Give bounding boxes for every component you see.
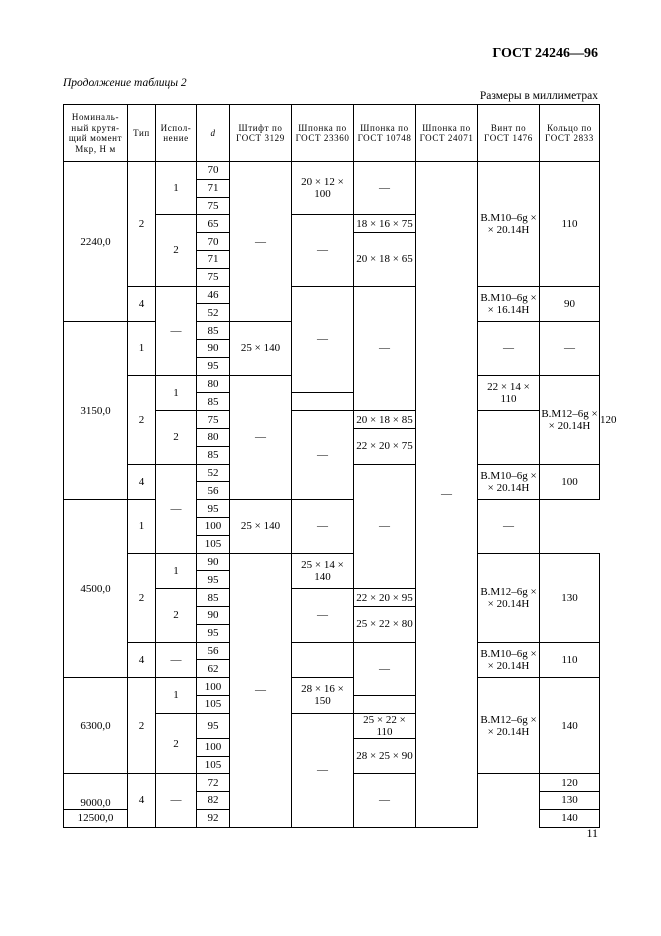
d-cell: 90 [197,553,230,571]
d-cell: 100 [197,678,230,696]
d-cell: 46 [197,286,230,304]
key10748-cell: 22 × 20 × 95 [354,589,416,607]
key23360-cell: — [292,411,354,500]
d-cell: 75 [197,268,230,286]
ring-cell: — [478,500,540,553]
d-cell: 90 [197,606,230,624]
d-cell: 105 [197,695,230,713]
variant-cell: 1 [156,375,197,411]
d-cell: 75 [197,411,230,429]
pin-cell: 25 × 140 [230,500,292,553]
key23360-cell: — [292,713,354,827]
standard-number: ГОСТ 24246—96 [492,46,598,61]
key10748-cell: 18 × 16 × 75 [354,215,416,233]
ring-cell: 140 [540,678,600,774]
type-cell: 4 [128,286,156,322]
torque-cell: 9000,0 [64,774,128,810]
variant-cell: 2 [156,589,197,642]
key10748-cell: — [354,162,416,215]
screw-cell: В.М10–6g × × 20.14Н [478,162,540,287]
ring-cell: 130 [540,553,600,642]
d-cell: 70 [197,233,230,251]
d-cell: 90 [197,339,230,357]
screw-cell [478,774,540,827]
key10748-cell: 25 × 22 × 80 [354,606,416,642]
d-cell: 105 [197,756,230,774]
key23360-cell [292,642,354,678]
screw-cell: В.М12–6g × × 20.14Н [478,678,540,774]
header-screw: Винт по ГОСТ 1476 [478,105,540,162]
d-cell: 105 [197,535,230,553]
torque-cell: 4500,0 [64,500,128,678]
d-cell: 95 [197,713,230,738]
key23360-cell: — [292,589,354,642]
type-cell: 4 [128,642,156,678]
torque-cell: 3150,0 [64,322,128,500]
d-cell: 95 [197,571,230,589]
type-cell: 1 [128,322,156,375]
ring-cell: 130 [540,792,600,810]
ring-cell: 120 [540,774,600,792]
type-cell: 1 [128,500,156,553]
type-cell: 2 [128,162,156,287]
variant-cell: 1 [156,678,197,714]
key23360-cell: 25 × 14 × 140 [292,553,354,589]
d-cell: 71 [197,250,230,268]
ring-cell: 90 [540,286,600,322]
variant-cell: — [156,286,197,375]
d-cell: 75 [197,197,230,215]
variant-cell: — [156,464,197,553]
key10748-cell: — [354,642,416,695]
ring-cell: 100 [540,464,600,500]
key10748-cell: — [354,464,416,589]
table-row [64,678,600,696]
header-key-10748: Шпонка по ГОСТ 10748 [354,105,416,162]
d-cell: 85 [197,393,230,411]
type-cell: 2 [128,375,156,464]
header-ring: Кольцо по ГОСТ 2833 [540,105,600,162]
variant-cell: — [156,642,197,678]
type-cell: 2 [128,678,156,774]
d-cell: 65 [197,215,230,233]
ring-cell: — [540,322,600,375]
d-cell: 80 [197,428,230,446]
d-cell: 62 [197,660,230,678]
d-cell: 80 [197,375,230,393]
variant-cell: 2 [156,411,197,464]
d-cell: 56 [197,642,230,660]
d-cell: 71 [197,179,230,197]
pin-cell: — [230,553,292,827]
variant-cell: — [156,774,197,827]
header-key-24071: Шпонка по ГОСТ 24071 [416,105,478,162]
d-cell: 95 [197,500,230,518]
key23360-cell: — [292,286,354,393]
d-cell: 85 [197,322,230,340]
table-header-row [64,105,600,162]
header-key-23360: Шпонка по ГОСТ 23360 [292,105,354,162]
key23360-cell: 22 × 14 × 110 [478,375,540,411]
table-row [64,500,600,518]
d-cell: 56 [197,482,230,500]
key10748-cell: 20 × 18 × 65 [354,233,416,286]
d-cell: 72 [197,774,230,792]
d-cell: 70 [197,162,230,180]
d-cell: 95 [197,357,230,375]
screw-cell: — [478,322,540,375]
header-pin: Штифт по ГОСТ 3129 [230,105,292,162]
coupling-dimensions-table [63,104,617,828]
d-cell: 52 [197,304,230,322]
table-row [64,286,600,304]
key23360-cell: 28 × 16 × 150 [292,678,354,714]
header-torque: Номиналь- ный крутя- щий момент Mкр, Н м [64,105,128,162]
key24071-cell: — [416,162,478,828]
table-row [64,642,600,660]
screw-cell: В.М10–6g × × 20.14Н [478,642,540,678]
table-row [64,553,600,571]
key23360-cell: 20 × 12 × 100 [292,162,354,215]
torque-cell: 6300,0 [64,678,128,774]
ring-cell: 110 [540,642,600,678]
type-cell: 4 [128,464,156,500]
header-d: d [197,105,230,162]
key10748-cell: — [354,774,416,827]
units-note: Размеры в миллиметрах [479,90,598,102]
header-type: Тип [128,105,156,162]
screw-cell: В.М12–6g × × 20.14Н [478,553,540,642]
variant-cell: 1 [156,162,197,215]
table-row: 2 1 80 — 22 × 14 × 110 В.М12–6g × × 20.14Н 120 [64,375,600,393]
torque-cell: 2240,0 [64,162,128,322]
type-cell: 4 [128,774,156,827]
key10748-cell: — [354,286,416,411]
screw-cell: В.М10–6g × × 20.14Н [478,464,540,500]
key10748-cell: 28 × 25 × 90 [354,738,416,774]
pin-cell: 25 × 140 [230,322,292,375]
key10748-cell: 22 × 20 × 75 [354,428,416,464]
d-cell: 100 [197,517,230,535]
key23360-cell: — [292,215,354,286]
ring-cell: 140 [540,809,600,827]
screw-cell: В.М12–6g × × 20.14Н [540,375,600,464]
table-continuation-caption: Продолжение таблицы 2 [63,77,187,89]
key10748-cell: 25 × 22 × 110 [354,713,416,738]
d-cell: 85 [197,446,230,464]
variant-cell: 2 [156,215,197,286]
screw-cell: В.М10–6g × × 16.14Н [478,286,540,322]
d-cell: 52 [197,464,230,482]
type-cell: 2 [128,553,156,642]
d-cell: 95 [197,624,230,642]
pin-cell: — [230,162,292,322]
key10748-cell: 20 × 18 × 85 [354,411,416,429]
ring-cell: 110 [540,162,600,287]
screw-cell: — [292,500,354,553]
d-cell: 82 [197,792,230,810]
variant-cell: 1 [156,553,197,589]
variant-cell: 2 [156,713,197,774]
table-row [64,162,600,180]
d-cell: 85 [197,589,230,607]
page-number: 11 [586,826,598,840]
torque-cell: 12500,0 [64,809,128,827]
header-variant: Испол- нение [156,105,197,162]
d-cell: 100 [197,738,230,756]
d-cell: 92 [197,809,230,827]
pin-cell: — [230,375,292,500]
